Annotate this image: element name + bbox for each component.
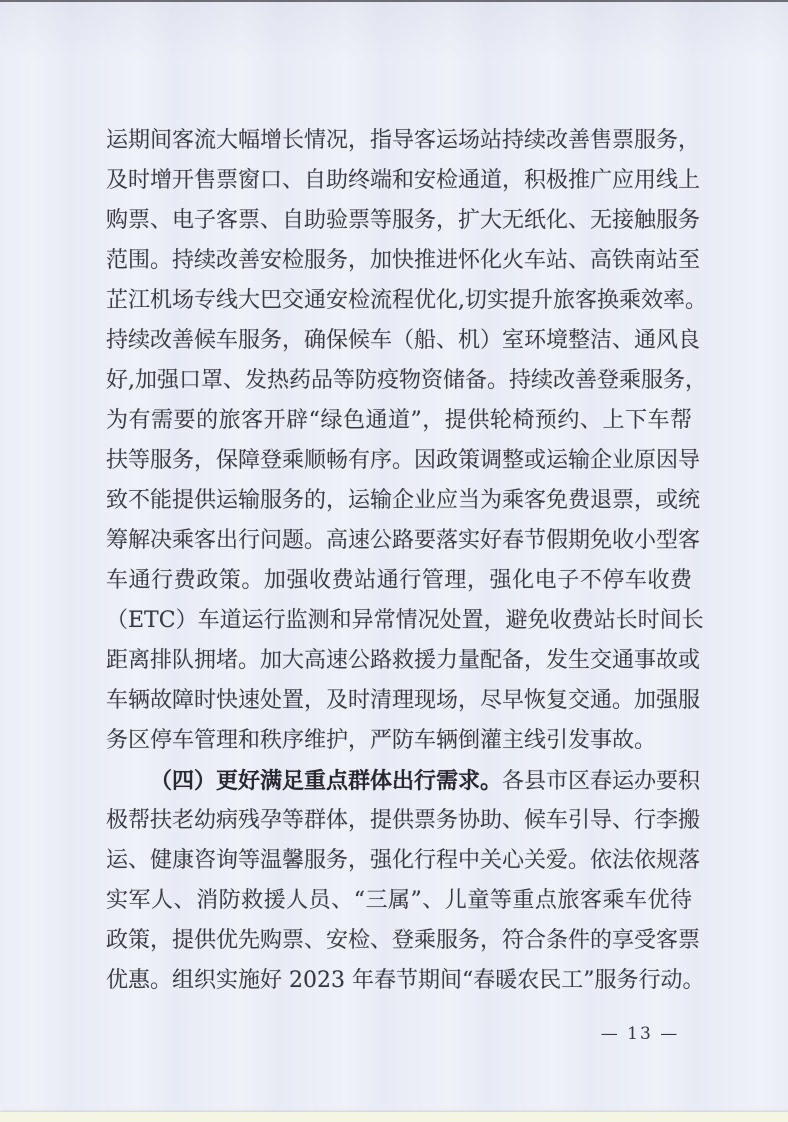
text-line: 务区停车管理和秩序维护，严防车辆倒灌主线引发事故。 (106, 728, 657, 753)
text-line: 芷江机场专线大巴交通安检流程优化,切实提升旅客换乘效率。 (106, 288, 707, 313)
text-line: 政策，提供优先购票、安检、登乘服务，符合条件的享受客票 (106, 928, 701, 953)
text-line: 车通行费政策。加强收费站通行管理，强化电子不停车收费 (106, 568, 692, 593)
text-line: 好,加强口罩、发热药品等防疫物资储备。持续改善登乘服务， (106, 368, 707, 393)
page-number: — 13 — (600, 1024, 680, 1044)
text-line: 极帮扶老幼病残孕等群体，提供票务协助、候车引导、行李搬 (106, 808, 701, 833)
text-line: 距离排队拥堵。加大高速公路救援力量配备，发生交通事故或 (106, 648, 701, 673)
text-line: 扶等服务，保障登乘顺畅有序。因政策调整或运输企业原因导 (106, 448, 701, 473)
page-text (106, 121, 707, 1001)
text-line: 筹解决乘客出行问题。高速公路要落实好春节假期免收小型客 (106, 528, 701, 553)
text-line: 持续改善候车服务，确保候车（船、机）室环境整洁、通风良 (106, 328, 701, 353)
text-line: 车辆故障时快速处置，及时清理现场，尽早恢复交通。加强服 (106, 688, 701, 713)
text-line: 运、健康咨询等温馨服务，强化行程中关心关爱。依法依规落 (106, 848, 701, 873)
text-line: 为有需要的旅客开辟“绿色通道”，提供轮椅预约、上下车帮 (106, 408, 692, 433)
section-heading: （四）更好满足重点群体出行需求。 (150, 768, 503, 794)
section-heading-rest: 各县市区春运办要积 (502, 769, 701, 794)
text-line: 运期间客流大幅增长情况，指导客运场站持续改善售票服务， (106, 128, 701, 153)
section-heading-line (106, 761, 701, 801)
scan-top-edge (0, 0, 788, 2)
text-line: 实军人、消防救援人员、“三属”、儿童等重点旅客乘车优待 (106, 888, 692, 913)
text-line: （ETC）车道运行监测和异常情况处置，避免收费站长时间长 (106, 608, 704, 633)
text-line: 优惠。组织实施好 2023 年春节期间“春暖农民工”服务行动。 (106, 968, 705, 993)
text-line: 范围。持续改善安检服务，加快推进怀化火车站、高铁南站至 (106, 248, 701, 273)
scanner-strip (0, 1112, 788, 1122)
text-line: 购票、电子客票、自助验票等服务，扩大无纸化、无接触服务 (106, 208, 701, 233)
text-line: 及时增开售票窗口、自助终端和安检通道，积极推广应用线上 (106, 168, 701, 193)
text-line: 致不能提供运输服务的，运输企业应当为乘客免费退票，或统 (106, 488, 701, 513)
